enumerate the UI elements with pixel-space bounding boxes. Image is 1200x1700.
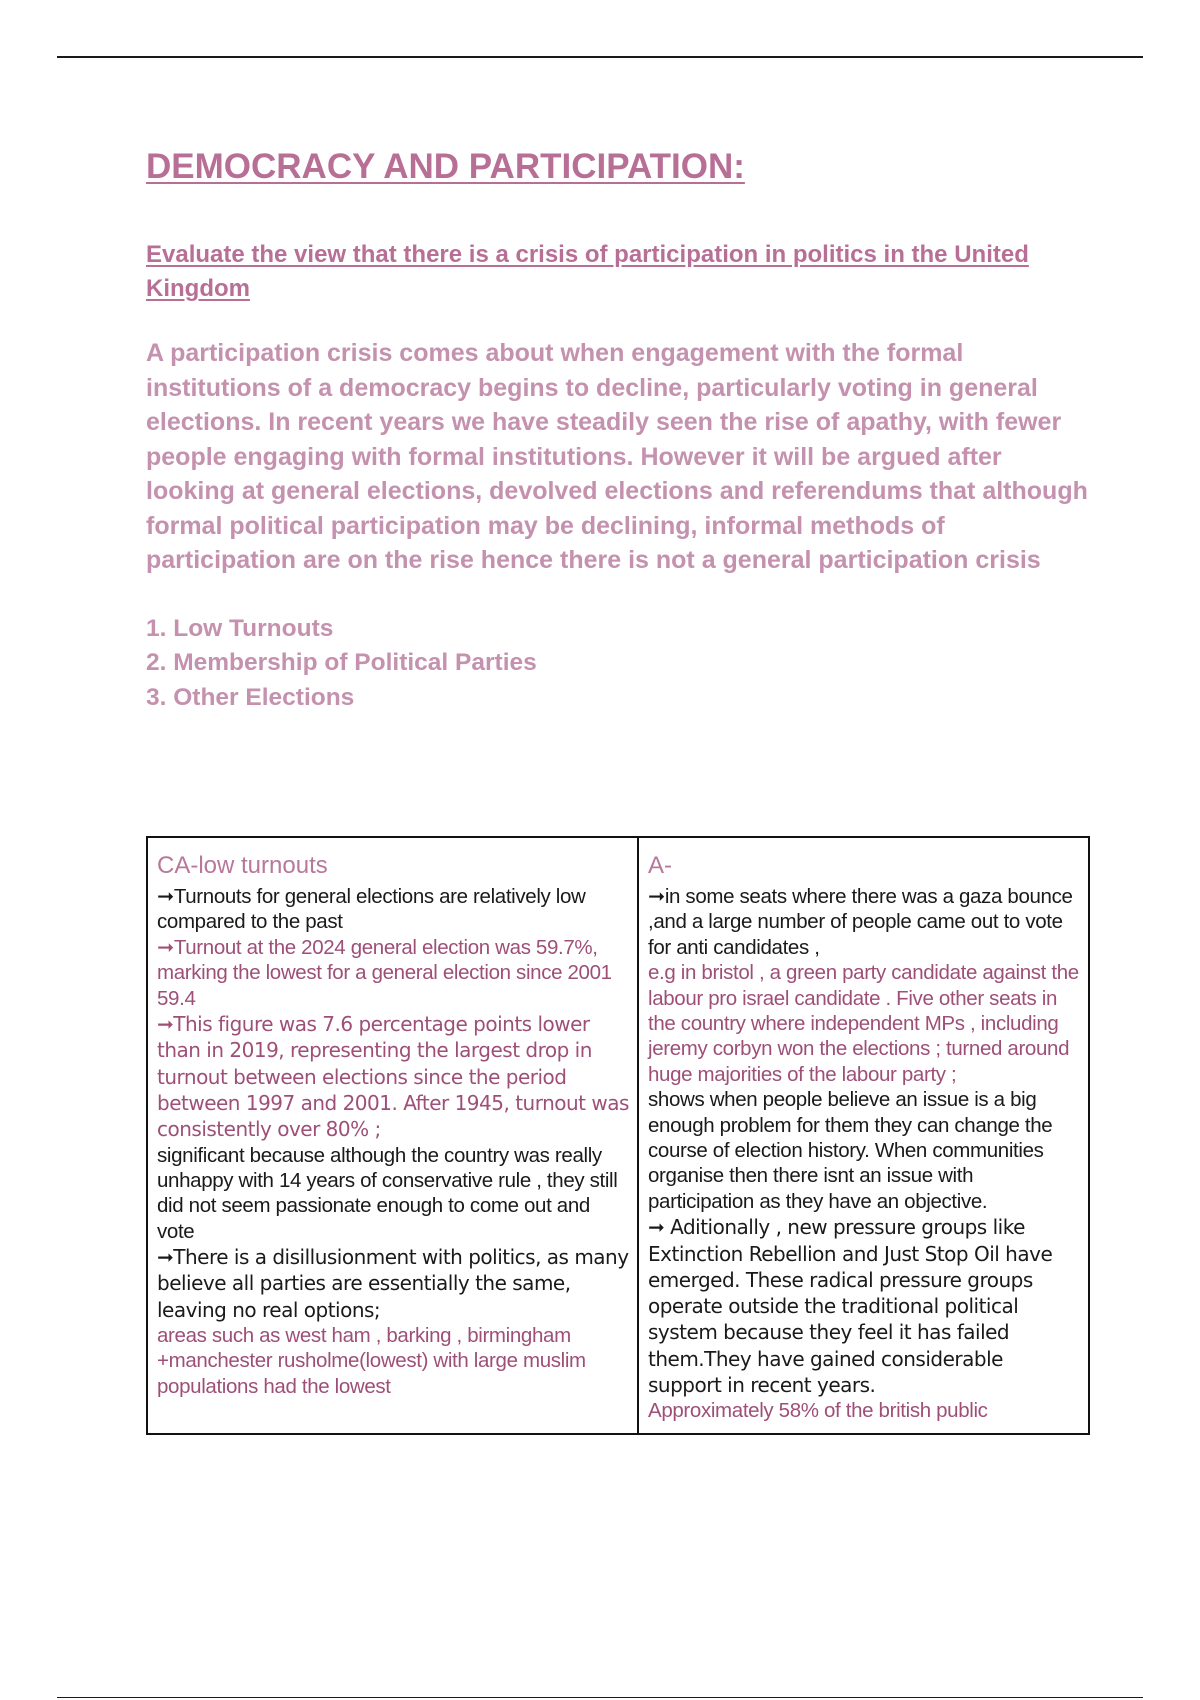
essay-question: Evaluate the view that there is a crisis of participation in politics in the United Kingdom [146, 241, 1029, 302]
argument-heading: A- [648, 852, 672, 879]
cell-text: ➞ Aditionally , new pressure groups like Extinction Rebellion and Just Stop Oil have emerged. These radical pressure groups operate outside the traditional political system because they feel it has failed them.They have gained considerable support in recent years. [648, 1215, 1053, 1398]
cell-text: Approximately 58% of the british public [648, 1399, 988, 1423]
counter-argument-cell [147, 837, 638, 1434]
cell-text: significant because although the country was really unhappy with 14 years of conservative rule , they still did not seem passionate enough to come out and vote [157, 1143, 618, 1243]
outline-item: 3. Other Elections [146, 683, 355, 711]
argument-cell [638, 837, 1089, 1434]
cell-text: ➞in some seats where there was a gaza bounce ,and a large number of people came out to vote for anti candidates , [648, 885, 1073, 959]
table-row [147, 837, 1089, 1434]
cell-text: ➞There is a disillusionment with politics, as many believe all parties are essentially the same, leaving no real options; [157, 1245, 629, 1322]
header-rule [57, 56, 1143, 58]
cell-text: e.g in bristol , a green party candidate against the labour pro israel candidate . Five other seats in the country where independent MPs , including jeremy corbyn won the elections ; turned around huge majorities of the labour party ; [648, 961, 1079, 1086]
cell-text: ➞This figure was 7.6 percentage points lower than in 2019, representing the largest drop in turnout between elections since the period between 1997 and 2001. After 1945, turnout was consistently over 80% ; [157, 1012, 629, 1142]
document-body [146, 140, 1096, 715]
cell-text: ➞Turnouts for general elections are relatively low compared to the past [157, 885, 586, 934]
intro-paragraph: A participation crisis comes about when engagement with the formal institutions of a democracy begins to decline, particularly voting in general elections. In recent years we have steadily seen the rise of apathy, with fewer people engaging with formal institutions. However it will be argued after looking at general elections, devolved elections and referendums that although formal political participation may be declining, informal methods of participation are on the rise hence there is not a general participation crisis [146, 339, 1088, 574]
cell-text: areas such as west ham , barking , birmingham +manchester rusholme(lowest) with large muslim populations had the lowest [157, 1324, 586, 1398]
cell-text: ➞Turnout at the 2024 general election was 59.7%, marking the lowest for a general election since 2001 59.4 [157, 935, 612, 1010]
essay-outline [146, 612, 1096, 716]
footer-rule [57, 1697, 1143, 1698]
counter-argument-heading: CA-low turnouts [157, 852, 328, 879]
argument-table [146, 836, 1090, 1435]
outline-item: 1. Low Turnouts [146, 614, 334, 642]
cell-text: shows when people believe an issue is a big enough problem for them they can change the course of election history. When communities organise then there isnt an issue with participation as they have an objective. [648, 1088, 1053, 1213]
document-title: DEMOCRACY AND PARTICIPATION: [146, 147, 745, 186]
outline-item: 2. Membership of Political Parties [146, 649, 537, 676]
